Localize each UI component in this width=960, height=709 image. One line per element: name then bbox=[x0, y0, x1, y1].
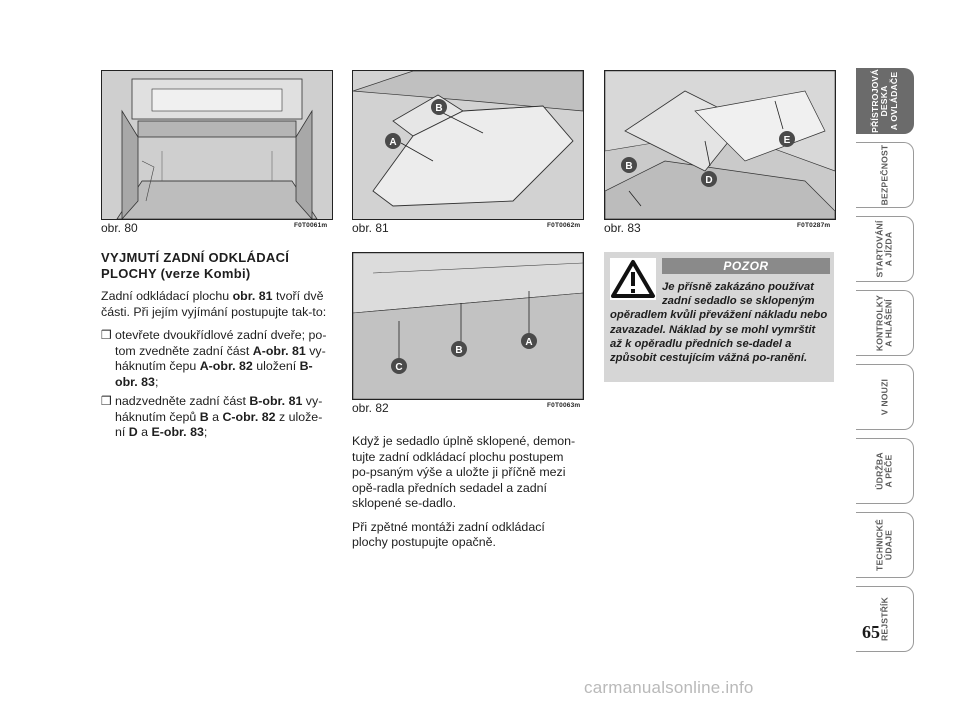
tab-label: PŘÍSTROJOVÁ DESKA A OVLÁDAČE bbox=[869, 69, 899, 133]
warning-text bbox=[610, 280, 830, 365]
bullet2-text-d: z ulože-ní bbox=[115, 409, 323, 439]
warning-heading: POZOR bbox=[662, 258, 830, 274]
figure-80-caption: obr. 80 bbox=[101, 221, 138, 235]
section-title-line1: VYJMUTÍ ZADNÍ ODKLÁDACÍ bbox=[101, 250, 290, 265]
figure-83-illustration bbox=[605, 71, 835, 219]
figure-83-label-b: B bbox=[625, 161, 633, 172]
figure-82 bbox=[352, 252, 584, 400]
bullet-checkbox-icon: ❒ bbox=[101, 328, 112, 342]
figure-81-code: F0T0062m bbox=[547, 222, 581, 229]
middle-paragraph-1: Když je sedadlo úplně sklopené, demon-tujte zadní odkládací plochu postupem po-psaným výše a uložte ji příčně mezi opě-radla předních sedadel a zadní sklopené se-dadlo. bbox=[352, 434, 576, 510]
bullet1-ref3: B-obr. 83 bbox=[115, 359, 313, 389]
figure-82-code: F0T0063m bbox=[547, 402, 581, 409]
bullet2-ref1: B-obr. 81 bbox=[249, 394, 303, 408]
figure-82-caption: obr. 82 bbox=[352, 401, 389, 415]
tab-label: V NOUZI bbox=[878, 378, 889, 416]
figure-80-code: F0T0061m bbox=[294, 222, 328, 229]
left-column-text bbox=[101, 250, 331, 445]
bullet1-ref2: A-obr. 82 bbox=[199, 359, 253, 373]
bullet2-ref3: C-obr. 82 bbox=[222, 409, 276, 424]
figure-82-label-b: B bbox=[455, 345, 463, 356]
tab-pristrojova-deska[interactable] bbox=[856, 68, 914, 134]
figure-83-caption: obr. 83 bbox=[604, 221, 641, 235]
bullet1-text-b: vy-háknutím čepu bbox=[115, 343, 326, 373]
warning-text-rest: opěradlem kvůli převážení nákladu nebo zavazadel. Náklad by se mohl vymrštit až k opěradlu předních se-dadel a způsobit cestujícím vážná po-ranění. bbox=[610, 309, 828, 365]
bullet2-ref5: E-obr. 83 bbox=[151, 425, 204, 439]
tab-label: BEZPEČNOST bbox=[878, 144, 889, 206]
figure-81-label-a: A bbox=[389, 137, 397, 148]
intro-text: Zadní odkládací plochu bbox=[101, 289, 233, 303]
bullet-checkbox-icon: ❒ bbox=[101, 394, 112, 408]
watermark: carmanualsonline.info bbox=[584, 678, 754, 697]
figure-81-illustration bbox=[353, 71, 583, 219]
tab-udrzba[interactable] bbox=[856, 438, 914, 504]
figure-82-label-a: A bbox=[525, 337, 533, 348]
intro-ref: obr. 81 bbox=[232, 289, 273, 303]
bullet2-text-e: a bbox=[137, 425, 152, 439]
warning-text-indent: Je přísně zakázáno používat zadní sedadlo se sklopeným bbox=[662, 281, 815, 308]
bullet1-text: otevřete dvoukřídlové zadní dveře; po-tom zvedněte zadní část bbox=[115, 328, 327, 358]
intro-text-rest: tvoří dvě části. Při jejím vyjímání postupujte tak-to: bbox=[101, 289, 327, 319]
tab-label: TECHNICKÉ ÚDAJE bbox=[874, 519, 894, 571]
figure-81-label-b: B bbox=[435, 103, 443, 114]
section-title bbox=[101, 250, 331, 282]
bullet2-text-f: ; bbox=[203, 425, 208, 439]
bullet2-text-b: vy-háknutím čepů bbox=[115, 394, 323, 424]
figure-82-label-c: C bbox=[395, 362, 403, 373]
tab-label: REJSTŘÍK bbox=[878, 596, 889, 642]
warning-box bbox=[604, 252, 834, 382]
figure-82-illustration bbox=[353, 253, 583, 399]
bullet-item-2 bbox=[101, 394, 331, 441]
figure-83-label-e: E bbox=[783, 135, 791, 146]
tab-startovani[interactable] bbox=[856, 216, 914, 282]
bullet2-ref2: B bbox=[199, 409, 209, 424]
figure-81 bbox=[352, 70, 584, 220]
bullet1-text-c: uložení bbox=[252, 359, 300, 373]
tab-v-nouzi[interactable] bbox=[856, 364, 914, 430]
middle-paragraph-2: Při zpětné montáži zadní odkládací plochy postupujte opačně. bbox=[352, 519, 545, 549]
figure-83 bbox=[604, 70, 836, 220]
bullet2-text: nadzvedněte zadní část bbox=[115, 394, 250, 408]
page-number: 65 bbox=[862, 622, 880, 642]
tab-label: ÚDRŽBA A PÉČE bbox=[874, 452, 894, 490]
bullet2-ref4: D bbox=[128, 425, 138, 439]
figure-80-illustration bbox=[102, 71, 332, 219]
tab-kontrolky[interactable] bbox=[856, 290, 914, 356]
intro-paragraph bbox=[101, 289, 331, 320]
bullet-item-1 bbox=[101, 328, 331, 390]
tab-label: STARTOVÁNÍ A JÍZDA bbox=[874, 220, 894, 278]
bullet2-text-c: a bbox=[208, 409, 223, 424]
middle-column-text bbox=[352, 434, 584, 559]
bullet1-text-d: ; bbox=[154, 374, 159, 389]
tab-label: KONTROLKY A HLÁŠENÍ bbox=[874, 294, 894, 352]
section-title-line2: PLOCHY (verze Kombi) bbox=[101, 266, 251, 281]
figure-80 bbox=[101, 70, 333, 220]
tab-technicke-udaje[interactable] bbox=[856, 512, 914, 578]
figure-83-label-d: D bbox=[705, 175, 713, 186]
figure-83-code: F0T0287m bbox=[797, 222, 831, 229]
bullet1-ref1: A-obr. 81 bbox=[252, 343, 306, 358]
figure-81-caption: obr. 81 bbox=[352, 221, 389, 235]
tab-bezpecnost[interactable] bbox=[856, 142, 914, 208]
